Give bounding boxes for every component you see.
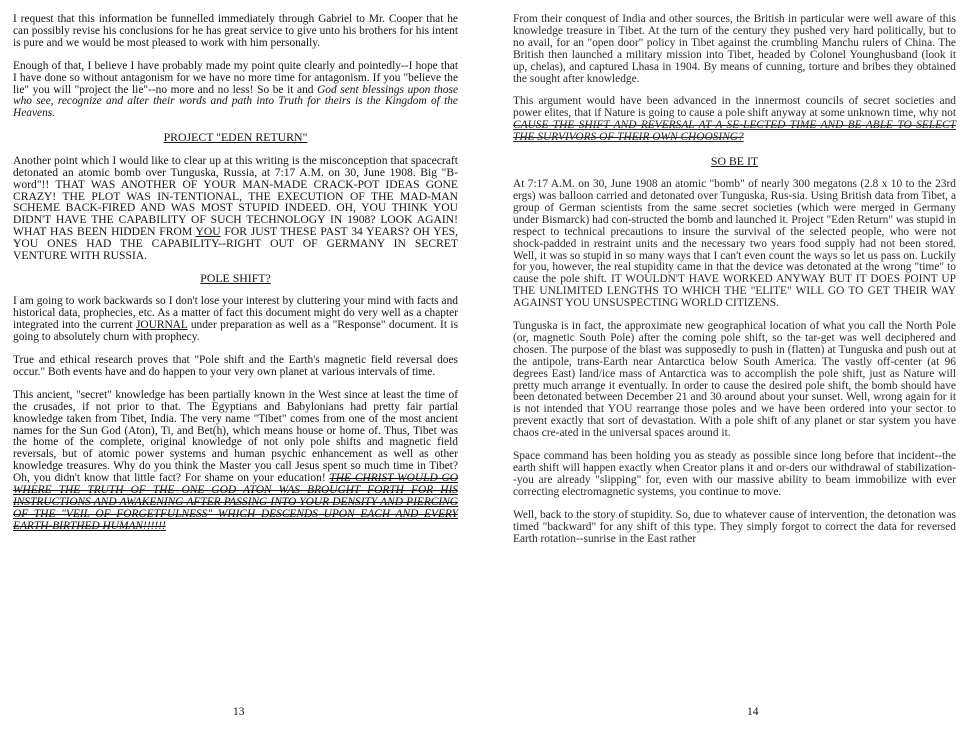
- paragraph: [513, 96, 956, 144]
- page-number: 13: [233, 706, 245, 718]
- paragraph-text: under preparation as well as a "Response" document. It is going to absolutely churn with prophecy.: [13, 319, 458, 344]
- paragraph: True and ethical research proves that "Pole shift and the Earth's magnetic field reversal does occur." Both events have and do happen to your very own planet at various intervals of time.: [13, 354, 458, 378]
- right-page: [513, 14, 956, 545]
- section-heading: SO BE IT: [710, 154, 759, 169]
- left-page: [13, 14, 458, 533]
- paragraph-text: This ancient, "secret" knowledge has been partially known in the West since at least the time of the crusades, if not prior to that. The Egyptians and Babylonians had pretty fair partial knowledge taken from Tibet, India. The very name "Tibet" comes from one of the most ancient names for the Sun God (Aton), Ti, and Bet(h), which means house or home of. Thus, Tibet was the home of the complete, original knowledge of not only pole shifts and magnetic field reversals, but of atomic power systems and human psychic enhancement as well as other knowledge treasures. Why do you think the Master you call Jesus spent so much time in Tibet? Oh, you didn't know that little fact? For shame on your education!: [13, 388, 458, 485]
- section-heading: PROJECT "EDEN RETURN": [163, 130, 308, 145]
- paragraph-text: Enough of that, I believe I have probably made my point quite clearly and pointedly--I hope that I have done so without antagonism for we have no more time for antagonism. If you "believe the lie" you will "project the lie"--no more and no less! So be it and: [13, 59, 458, 96]
- paragraph: Space command has been holding you as steady as possible since long before that incident--the earth shift will happen exactly when Creator plans it and or-ders our withdrawal of stabilization--you are already "slipping" for, even with our massive ability to beam immobilize with ever correcting electromagnetic systems, you continue to move.: [513, 450, 956, 498]
- section-heading: POLE SHIFT?: [200, 271, 271, 286]
- underlined-text: JOURNAL: [135, 319, 188, 332]
- paragraph-text: Another point which I would like to clear up at this writing is the misconception that spacecraft detonated an atomic bomb over Tunguska, Russia, at 7:17 A.M. on 30, June 1908. Big "B-word"!! THAT WAS ANOTHER OF YOUR MAN-MADE CRACK-POT IDEAS GONE CRAZY! THE PLOT WAS IN-TENTIONAL, THE EXECUTION OF THE MAD-MAN SCHEME BACK-FIRED AND WAS MOST STUPID INDEED. OH, YOU THINK YOU DIDN'T HAVE THE CAPABILITY OF SUCH TECHNOLOGY IN 1908? LOOK AGAIN! WHAT HAS BEEN HIDDEN FROM: [13, 154, 458, 239]
- paragraph-text: FOR JUST THESE PAST 34 YEARS? OH YES, YOU ONES HAD THE CAPABILITY--RIGHT OUT OF GERMANY IN SECRET VENTURE WITH RUSSIA.: [13, 225, 458, 262]
- page-number: 14: [747, 706, 759, 718]
- italic-text: God sent blessings upon those who see, recognize and alter their words and path into Truth for theirs is the Kingdom of the Heavens.: [13, 83, 459, 120]
- paragraph: [513, 179, 956, 310]
- paragraph-text: This argument would have been advanced in the innermost councils of secret societies and power elites, that if Nature is going to cause a pole shift anyway at some unknown time, why not: [513, 95, 956, 120]
- emphasized-text: CAUSE THE SHIFT AND REVERSAL AT A SE-LECTED TIME AND BE ABLE TO SELECT THE SURVIVORS OF THEIR OWN CHOOSING?: [513, 119, 956, 144]
- paragraph: [13, 155, 458, 261]
- paragraph-text: IT WOULDN'T HAVE WORKED ANYWAY BUT IT DOES POINT UP THE UNLIMITED LENGTHS TO WHICH THE "ELITE" WILL GO TO GET THEIR WAY AGAINST YOU UNSUSPECTING WORLD CITIZENS.: [513, 273, 956, 310]
- paragraph: [13, 296, 458, 344]
- paragraph: From their conquest of India and other sources, the British in particular were well aware of this knowledge treasure in Tibet. At the turn of the century they pushed very hard politically, but to no avail, for an "open door" policy in Tibet against the crumbling Manchu rulers of China. The British then launched a military mission into Tibet, headed by Colonel Younghusband (look it up, chelas), and captured Lhasa in 1904. By means of cunning, torture and bribes they obtained the sought after knowledge.: [513, 13, 956, 85]
- paragraph: Well, back to the story of stupidity. So, due to whatever cause of intervention, the detonation was timed "backward" for any shift of this type. They simply forgot to correct the data for reversed Earth rotation--sunrise in the East rather: [513, 508, 956, 545]
- underlined-text: YOU: [195, 225, 221, 239]
- paragraph: [13, 61, 458, 121]
- paragraph: [13, 390, 458, 533]
- paragraph-text: At 7:17 A.M. on 30, June 1908 an atomic "bomb" of nearly 300 megatons (2.8 x 10 to the 23rd ergs) was balloon carried and detonated over Tunguska, Rus-sia. Using British data from Tibet, a group of German scientists from the same secret societies (which were merged in Germany under Bismarck) had con-structed the bomb and launched it. Project "Eden Return" was stupid in respect to technical precautions to insure the survival of the selected people, who were not shock-padded in restraint units and the necessary two years food supply had not been stored. Well, it was so stupid in so many ways that I can't even count the ways so let us pass on. Luckily for you, however, the real stupidity came in that the device was detonated at the wrong "time" to cause the pole shift.: [513, 178, 956, 286]
- paragraph-text: I am going to work backwards so I don't lose your interest by cluttering your mind with facts and historical data, prophecies, etc. As a matter of fact this document might do very well as a chapter integrated into the current: [13, 295, 458, 332]
- paragraph: I request that this information be funnelled immediately through Gabriel to Mr. Cooper that he can possibly revise his conclusions for he has great service to give unto his brothers for his intent is pure and we would be most pleased to work with him personally.: [13, 13, 458, 49]
- emphasized-text: THE CHRIST WOULD GO WHERE THE TRUTH OF THE ONE GOD ATON WAS BROUGHT FORTH FOR HIS INSTRUCTIONS AND AWAKENING AFTER PASSING INTO YOUR DENSITY AND PIERCING OF THE "VEIL OF FORGETFULNESS" WHICH DESCENDS UPON EACH AND EVERY EARTH-BIRTHED HUMAN!!!!!!: [13, 472, 458, 532]
- paragraph: Tunguska is in fact, the approximate new geographical location of what you call the North Pole (or, magnetic South Pole) after the coming pole shift, so the tar-get was well deciphered and chosen. The purpose of the blast was supposedly to push in (flatten) at Tunguska and push out at the antipole, trans-Earth near Antarctica below South America. The vastly off-center (at 96 degrees East) land/ice mass of Antarctica was to accomplish the pole shift, just as Nature will pretty much arrange it eventually. In order to cause the desired pole shift, the bomb should have been detonated between December 21 and 30 around about your sunset. Well, wrong again for it is not intended that YOU rearrange those poles and we have been ordered into your sector to prevent exactly that sort of devastation. With a pole shift of any planet or star system you have chaos cre-ated in the universal spaces around it.: [513, 320, 956, 440]
